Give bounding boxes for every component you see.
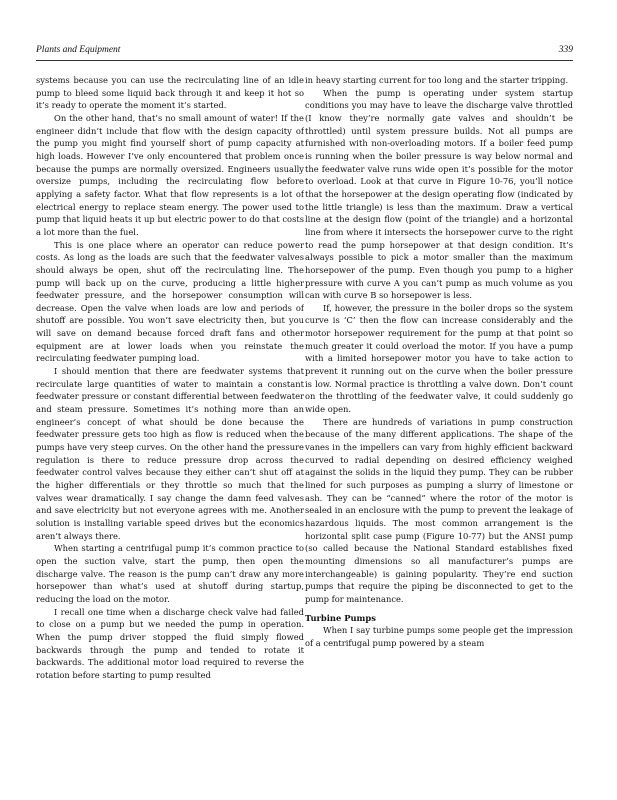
page-number: 339 [558, 45, 573, 55]
paragraph: I should mention that there are feedwater systems that recirculate large quantities of water to maintain a constant feedwater pressure or constant differential between feedwater and steam pressure. Sometimes it’s nothing more than an engineer’s concept of what should be done because the feedwater pressure gets too high as flow is reduced when the pumps have very steep curves. On the other hand the pressure regulation is there to reduce pressure drop across the feedwater control valves because they either can’t shut off at the higher differentials or they throttle so much that the valves wear dramatically. I say change the damn feed valves and save electricity but not everyone agrees with me. Another solution is installing variable speed drives but the economics aren’t always there. [36, 366, 304, 541]
paragraph: When the pump is operating under system startup conditions you may have to leave the discharge valve throttled (I know they’re normally gate valves and shouldn’t be throttled) until system pressure builds. Not all pumps are furnished with non-overloading motors. If a boiler feed pump is running when the boiler pressure is way below normal and the feedwater valve runs wide open it’s possible for the motor to overload. Look at that curve in Figure 10-76, you’ll notice that the horsepower at the design operating flow (indicated by the little triangle) is less than the maximum. Draw a vertical line at the design flow (point of the triangle) and a horizontal line from where it intersects the horsepower curve to the right to read the pump horsepower at that design condition. It’s always possible to pick a motor smaller than the maximum horsepower of the pump. Even though you pump to a higher pressure with curve A you can’t pump as much volume as you can with curve B so horsepower is less. [305, 87, 573, 301]
paragraph: If, however, the pressure in the boiler drops so the system curve is ‘C’ then the flow can increase considerably and the motor horsepower requirement for the pump at that point so much greater it could overload the motor. If you have a pump with a limited horsepower motor you have to take action to prevent it running out on the curve when the boiler pressure is low. Normal practice is throttling a valve down. Don’t count on the throttling of the feedwater valve, it could suddenly go wide open. [305, 302, 573, 415]
running-header [36, 44, 573, 61]
running-header-title: Plants and Equipment [36, 45, 121, 55]
body-columns [36, 74, 573, 760]
paragraph: I recall one time when a discharge check valve had failed to close on a pump but we needed the pump in operation. When the pump driver stopped the fluid simply flowed backwards through the pump and tended to rotate it backwards. The additional motor load required to reverse the rotation before starting to pump resulted [36, 606, 304, 680]
paragraph: in heavy starting current for too long and the starter tripping. [305, 75, 569, 85]
paragraph: When starting a centrifugal pump it’s common practice to open the suction valve, start the pump, then open the discharge valve. The reason is the pump can’t draw any more horsepower than what’s used at shutoff during startup, reducing the load on the motor. [36, 543, 304, 604]
left-column [36, 74, 304, 760]
paragraph: There are hundreds of variations in pump construction because of the many different applications. The shape of the vanes in the impellers can vary from highly efficient backward curved to radial depending on desired efficiency weighed against the solids in the liquid they pump. They can be rubber lined for such purposes as pumping a slurry of limestone or ash. They can be “canned” where the rotor of the motor is sealed in an enclosure with the pump to prevent the leakage of hazardous liquids. The most common arrangement is the horizontal split case pump (Figure 10-77) but the ANSI pump (so called because the National Standard establishes fixed mounting dimensions so all manufacturer’s pumps are interchangeable) is gaining popularity. They’re end suction pumps that require the piping be disconnected to get to the pump for maintenance. [305, 416, 573, 604]
paragraph: systems because you can use the recirculating line of an idle pump to bleed some liquid back through it and keep it hot so it’s ready to operate the moment it’s started. [36, 75, 304, 111]
paragraph: When I say turbine pumps some people get the impression of a centrifugal pump powered by a steam [305, 625, 573, 648]
paragraph: On the other hand, that’s no small amount of water! If the engineer didn’t include that flow with the design capacity of the pump you might find yourself short of pump capacity at high loads. However I’ve only encountered that problem once because the pumps are normally oversized. Engineers usually oversize pumps, including the recirculating flow before applying a safety factor. What that flow represents is a lot of electrical energy to replace steam energy. The power used to pump that liquid heats it up but electric power to do that costs a lot more than the fuel. [36, 112, 304, 237]
paragraph: This is one place where an operator can reduce power costs. As long as the loads are such that the feedwater valves should always be open, shut off the recirculating line. The pump will back up on the curve, producing a little higher feedwater pressure, and the horsepower consumption will decrease. Open the valve when loads are low and periods of shutoff are possible. You won’t save electricity then, but you will save on demand because forced draft fans and other equipment are at lower loads when you reinstate the recirculating feedwater pumping load. [36, 239, 304, 364]
right-column [305, 74, 573, 760]
section-heading: Turbine Pumps [305, 612, 376, 623]
